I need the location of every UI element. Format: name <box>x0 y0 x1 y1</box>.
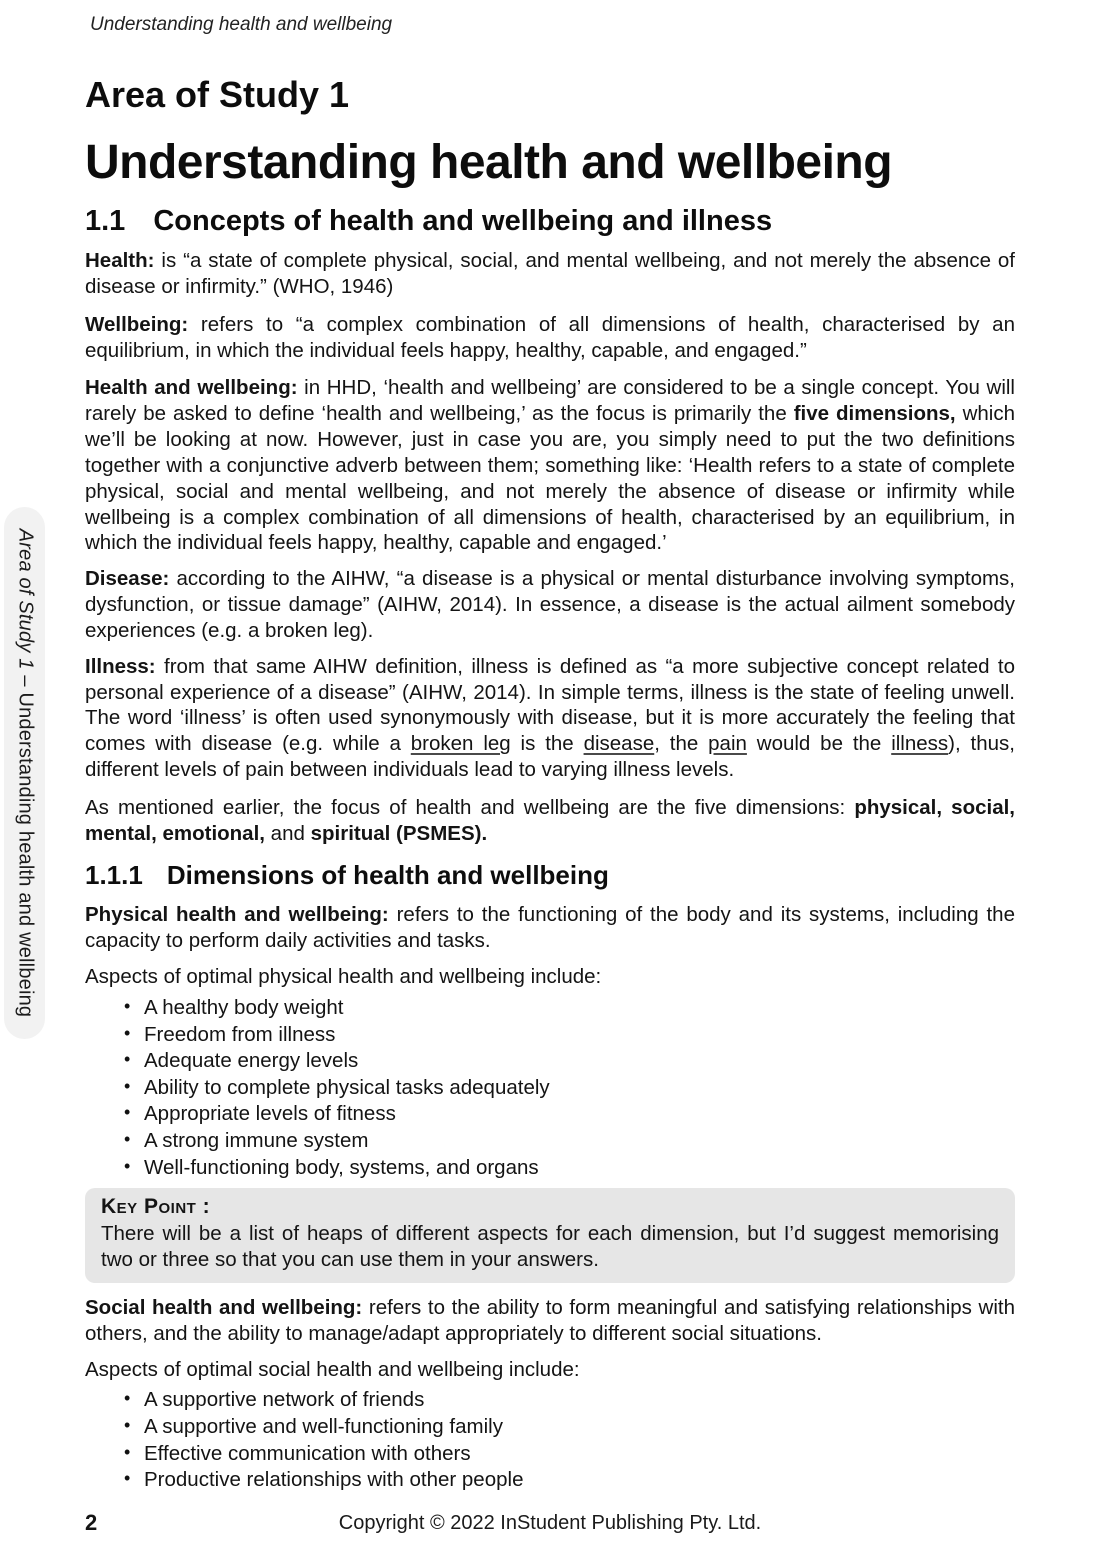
list-item: • Appropriate levels of fitness <box>122 1101 1015 1127</box>
text-segment: Health: <box>85 249 155 273</box>
subsection-number: 1.1.1 <box>85 859 143 890</box>
paragraph-social-definition <box>85 1295 1015 1347</box>
text-segment: refers to the ability to form meaningful and satisfying relationships with others, and the ability to manage/adapt appropriately to different social situations. <box>85 1295 1015 1345</box>
text-segment: refers to the functioning of the body and its systems, including the capacity to perform daily activities and tasks. <box>85 903 1015 953</box>
text-segment: physical, social, mental, emotional, <box>85 795 1015 845</box>
list-item: • A supportive and well-functioning family <box>122 1414 1015 1440</box>
text-segment: , the <box>654 732 709 756</box>
list-item: • Well-functioning body, systems, and organs <box>122 1155 1015 1181</box>
list-item: • A healthy body weight <box>122 995 1015 1021</box>
text-segment: Wellbeing: <box>85 312 189 336</box>
text-segment: broken leg <box>410 732 511 756</box>
text-segment: according to the AIHW, “a disease is a physical or mental disturbance involving symptoms, dysfunction, or tissue damage” (AIHW, 2014). In essence, a disease is the actual ailment somebody experiences (e.g. a broken leg). <box>85 567 1015 642</box>
running-header: Understanding health and wellbeing <box>90 14 393 35</box>
list-item: • A strong immune system <box>122 1128 1015 1154</box>
side-tab-label-rest: – Understanding health and wellbeing <box>14 675 36 1018</box>
page-number: 2 <box>85 1510 98 1535</box>
text-segment: illness <box>891 732 949 756</box>
text-segment: refers to “a complex combination of all dimensions of health, characterised by an equilibrium, in which the individual feels happy, healthy, capable, and engaged.” <box>85 312 1015 362</box>
paragraph-social-aspects-intro <box>85 1357 1015 1383</box>
key-point-box <box>85 1188 1015 1283</box>
text-segment: Aspects of optimal social health and wellbeing include: <box>85 1357 580 1381</box>
paragraph-illness-definition <box>85 654 1015 783</box>
paragraph-five-dimensions <box>85 795 1015 847</box>
text-segment: and <box>264 821 311 845</box>
subsection-heading-1-1-1 <box>85 861 1015 891</box>
paragraph-health-definition <box>85 248 1015 300</box>
social-aspects-list <box>85 1387 1015 1493</box>
subsection-title: Dimensions of health and wellbeing <box>166 859 609 890</box>
text-segment: As mentioned earlier, the focus of health and wellbeing are the five dimensions: <box>85 795 855 819</box>
list-item: • Ability to complete physical tasks adequately <box>122 1075 1015 1101</box>
page-footer <box>85 1508 1015 1542</box>
section-title: Concepts of health and wellbeing and illness <box>153 204 773 237</box>
text-segment: is “a state of complete physical, social, and mental wellbeing, and not merely the absence of disease or infirmity.” (WHO, 1946) <box>85 249 1015 298</box>
text-segment: Illness: <box>85 654 156 678</box>
area-of-study-heading: Area of Study 1 <box>85 74 350 115</box>
text-segment: ), thus, different levels of pain between individuals lead to varying illness levels. <box>85 732 1015 782</box>
physical-aspects-list <box>85 995 1015 1180</box>
text-segment: Social health and wellbeing: <box>85 1295 363 1319</box>
copyright-text: Copyright © 2022 InStudent Publishing Pty. Ltd. <box>338 1512 762 1534</box>
paragraph-physical-definition <box>85 902 1015 954</box>
chapter-side-tab <box>4 507 45 1039</box>
list-item: • Productive relationships with other people <box>122 1467 1015 1493</box>
text-segment: pain <box>708 732 747 756</box>
paragraph-wellbeing-definition <box>85 312 1015 364</box>
key-point-label: Key Point : <box>101 1195 211 1219</box>
page-title: Understanding health and wellbeing <box>85 135 893 189</box>
paragraph-disease-definition <box>85 566 1015 643</box>
section-heading-1-1 <box>85 205 1015 238</box>
text-segment: Physical health and wellbeing: <box>85 903 389 927</box>
section-number: 1.1 <box>85 204 126 237</box>
text-segment: five dimensions, <box>793 402 956 426</box>
text-segment: Health and wellbeing: <box>85 376 298 400</box>
list-item: • Adequate energy levels <box>122 1048 1015 1074</box>
text-segment: Disease: <box>85 567 170 591</box>
side-tab-label-italic: Area of Study 1 <box>14 528 36 676</box>
text-segment: Aspects of optimal physical health and wellbeing include: <box>85 965 602 989</box>
key-point-text: There will be a list of heaps of different aspects for each dimension, but I’d suggest memorising two or three so that you can use them in your answers. <box>101 1222 999 1272</box>
list-item: • A supportive network of friends <box>122 1387 1015 1413</box>
chapter-side-tab-label <box>13 529 36 1018</box>
list-item: • Freedom from illness <box>122 1022 1015 1048</box>
text-segment: disease <box>583 732 655 756</box>
text-segment: from that same AIHW definition, illness is defined as “a more subjective concept related to personal experience of a disease” (AIHW, 2014). In simple terms, illness is the state of feeling unwell. The word ‘illness’ is often used synonymously with disease, but it is more accurately the feeling that comes with disease (e.g. while a <box>85 654 1015 756</box>
text-segment: in HHD, ‘health and wellbeing’ are considered to be a single concept. You will rarely be asked to define ‘health and wellbeing,’ as the focus is primarily the <box>85 376 1015 426</box>
text-segment: is the <box>510 732 584 756</box>
list-item: • Effective communication with others <box>122 1441 1015 1467</box>
paragraph-physical-aspects-intro <box>85 964 1015 990</box>
text-segment: which we’ll be looking at now. However, just in case you are, you simply need to put the two definitions together with a conjunctive adverb between them; something like: ‘Health refers to a state of complete physical, social and mental wellbeing, and not merely the absence of disease or infirmity while wellbeing is a complex combination of all dimensions of health, characterised by an equilibrium, in which the individual feels happy, healthy, capable and engaged.’ <box>85 402 1015 555</box>
text-segment: spiritual (PSMES). <box>310 821 488 845</box>
paragraph-health-and-wellbeing <box>85 375 1015 556</box>
text-segment: would be the <box>746 732 892 756</box>
